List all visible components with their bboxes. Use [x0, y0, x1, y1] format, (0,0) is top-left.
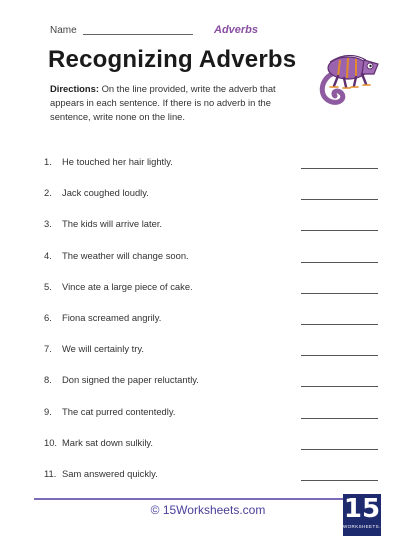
- badge-number: 15: [343, 494, 381, 524]
- item-sentence: Fiona screamed angrily.: [62, 311, 162, 323]
- directions-text: On the line provided, write the adverb that appears in each sentence. If there is no adverb in the sentence, write none on the line.: [50, 83, 276, 122]
- item-sentence: Vince ate a large piece of cake.: [62, 280, 193, 292]
- item-sentence: The weather will change soon.: [62, 249, 189, 261]
- answer-line[interactable]: [301, 230, 378, 231]
- copyright-link[interactable]: © 15Worksheets.com: [150, 503, 266, 517]
- item-sentence: The cat purred contentedly.: [62, 405, 176, 417]
- list-item: [44, 337, 384, 368]
- list-item: [44, 181, 384, 212]
- item-sentence: The kids will arrive later.: [62, 218, 163, 230]
- name-row: [50, 25, 193, 36]
- list-item: [44, 244, 384, 275]
- footer-divider: [34, 498, 370, 500]
- answer-line[interactable]: [301, 449, 378, 450]
- site-logo-badge: [343, 494, 393, 536]
- list-item: [44, 275, 384, 306]
- list-item: [44, 368, 384, 399]
- question-list: [44, 150, 384, 493]
- answer-line[interactable]: [301, 355, 378, 356]
- item-number: 2.: [44, 187, 52, 199]
- badge-text: WORKSHEETS.COM: [343, 524, 393, 529]
- item-number: 7.: [44, 343, 52, 355]
- answer-line[interactable]: [301, 386, 378, 387]
- item-sentence: Jack coughed loudly.: [62, 187, 149, 199]
- directions-label: Directions:: [50, 83, 99, 94]
- item-number: 9.: [44, 405, 52, 417]
- list-item: [44, 212, 384, 243]
- answer-line[interactable]: [301, 168, 378, 169]
- item-number: 3.: [44, 218, 52, 230]
- answer-line[interactable]: [301, 324, 378, 325]
- chameleon-icon: [312, 38, 384, 115]
- list-item: [44, 306, 384, 337]
- answer-line[interactable]: [301, 262, 378, 263]
- list-item: [44, 431, 384, 462]
- page-title: Recognizing Adverbs: [48, 46, 297, 73]
- name-line[interactable]: [83, 34, 193, 35]
- item-number: 8.: [44, 374, 52, 386]
- answer-line[interactable]: [301, 418, 378, 419]
- item-number: 4.: [44, 249, 52, 261]
- list-item: [44, 462, 384, 493]
- item-sentence: We will certainly try.: [62, 343, 144, 355]
- answer-line[interactable]: [301, 480, 378, 481]
- item-sentence: Mark sat down sulkily.: [62, 436, 153, 448]
- subject-label: Adverbs: [214, 24, 259, 36]
- list-item: [44, 150, 384, 181]
- directions: [50, 82, 305, 124]
- answer-line[interactable]: [301, 293, 378, 294]
- name-label: Name: [50, 25, 77, 36]
- item-number: 5.: [44, 280, 52, 292]
- list-item: [44, 400, 384, 431]
- item-number: 6.: [44, 311, 52, 323]
- item-number: 11.: [44, 467, 57, 479]
- item-sentence: He touched her hair lightly.: [62, 156, 173, 167]
- item-number: 10.: [44, 436, 58, 448]
- answer-line[interactable]: [301, 199, 378, 200]
- item-sentence: Don signed the paper reluctantly.: [62, 374, 199, 386]
- item-sentence: Sam answered quickly.: [62, 467, 158, 479]
- item-number: 1.: [44, 156, 52, 167]
